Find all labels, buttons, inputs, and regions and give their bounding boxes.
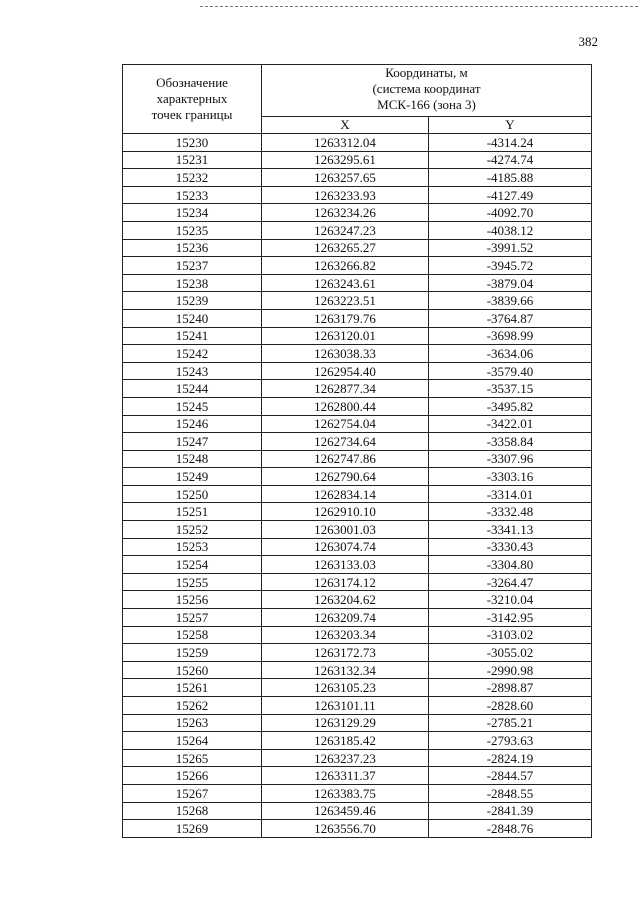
cell-point-id: 15233 — [123, 186, 262, 204]
cell-point-id: 15248 — [123, 450, 262, 468]
cell-x: 1263383.75 — [262, 784, 429, 802]
table-row — [123, 169, 592, 187]
table-row — [123, 134, 592, 152]
cell-point-id: 15264 — [123, 732, 262, 750]
cell-x: 1262877.34 — [262, 380, 429, 398]
cell-y: -3341.13 — [429, 521, 592, 539]
cell-y: -2824.19 — [429, 749, 592, 767]
cell-y: -3879.04 — [429, 274, 592, 292]
table-row — [123, 239, 592, 257]
cell-point-id: 15231 — [123, 151, 262, 169]
cell-y: -2828.60 — [429, 697, 592, 715]
cell-y: -3307.96 — [429, 450, 592, 468]
cell-y: -2785.21 — [429, 714, 592, 732]
cell-x: 1263172.73 — [262, 644, 429, 662]
cell-point-id: 15249 — [123, 468, 262, 486]
cell-x: 1263223.51 — [262, 292, 429, 310]
cell-y: -3839.66 — [429, 292, 592, 310]
cell-y: -2793.63 — [429, 732, 592, 750]
cell-x: 1263209.74 — [262, 609, 429, 627]
cell-y: -3332.48 — [429, 503, 592, 521]
header-y: Y — [429, 116, 592, 133]
cell-point-id: 15247 — [123, 433, 262, 451]
cell-point-id: 15242 — [123, 345, 262, 363]
cell-y: -3264.47 — [429, 573, 592, 591]
cell-point-id: 15241 — [123, 327, 262, 345]
table-row — [123, 820, 592, 838]
table-row — [123, 802, 592, 820]
table-row — [123, 732, 592, 750]
table-row — [123, 257, 592, 275]
table-row — [123, 327, 592, 345]
cell-x: 1263247.23 — [262, 221, 429, 239]
cell-x: 1263459.46 — [262, 802, 429, 820]
table-row — [123, 468, 592, 486]
header-x: X — [262, 116, 429, 133]
cell-point-id: 15239 — [123, 292, 262, 310]
table-row — [123, 397, 592, 415]
cell-point-id: 15262 — [123, 697, 262, 715]
cell-x: 1263234.26 — [262, 204, 429, 222]
table-row — [123, 784, 592, 802]
cell-x: 1263185.42 — [262, 732, 429, 750]
cell-point-id: 15261 — [123, 679, 262, 697]
cell-point-id: 15250 — [123, 485, 262, 503]
cell-x: 1263101.11 — [262, 697, 429, 715]
cell-y: -2844.57 — [429, 767, 592, 785]
cell-point-id: 15251 — [123, 503, 262, 521]
cell-y: -3495.82 — [429, 397, 592, 415]
cell-point-id: 15244 — [123, 380, 262, 398]
cell-point-id: 15265 — [123, 749, 262, 767]
cell-y: -4314.24 — [429, 134, 592, 152]
cell-y: -3314.01 — [429, 485, 592, 503]
header-designation — [123, 65, 262, 134]
top-dashed-rule — [200, 6, 638, 7]
cell-x: 1262910.10 — [262, 503, 429, 521]
cell-point-id: 15236 — [123, 239, 262, 257]
cell-y: -3579.40 — [429, 362, 592, 380]
table-row — [123, 345, 592, 363]
cell-point-id: 15258 — [123, 626, 262, 644]
table-row — [123, 503, 592, 521]
cell-y: -3422.01 — [429, 415, 592, 433]
table-row — [123, 626, 592, 644]
cell-point-id: 15243 — [123, 362, 262, 380]
cell-y: -4038.12 — [429, 221, 592, 239]
cell-x: 1262954.40 — [262, 362, 429, 380]
header-coordinates-line: (система координат — [372, 81, 481, 96]
cell-y: -4127.49 — [429, 186, 592, 204]
cell-x: 1263295.61 — [262, 151, 429, 169]
table-row — [123, 186, 592, 204]
cell-x: 1263243.61 — [262, 274, 429, 292]
cell-y: -2841.39 — [429, 802, 592, 820]
cell-y: -3358.84 — [429, 433, 592, 451]
cell-y: -3764.87 — [429, 309, 592, 327]
cell-x: 1263074.74 — [262, 538, 429, 556]
cell-point-id: 15269 — [123, 820, 262, 838]
cell-x: 1263204.62 — [262, 591, 429, 609]
cell-x: 1263129.29 — [262, 714, 429, 732]
cell-x: 1262800.44 — [262, 397, 429, 415]
table-row — [123, 450, 592, 468]
table-row — [123, 767, 592, 785]
cell-point-id: 15245 — [123, 397, 262, 415]
table-row — [123, 714, 592, 732]
cell-point-id: 15257 — [123, 609, 262, 627]
cell-x: 1263257.65 — [262, 169, 429, 187]
cell-x: 1262734.64 — [262, 433, 429, 451]
cell-y: -2898.87 — [429, 679, 592, 697]
cell-point-id: 15254 — [123, 556, 262, 574]
table-row — [123, 204, 592, 222]
cell-x: 1263132.34 — [262, 661, 429, 679]
table-row — [123, 292, 592, 310]
cell-y: -2848.55 — [429, 784, 592, 802]
cell-y: -3330.43 — [429, 538, 592, 556]
table-row — [123, 609, 592, 627]
cell-y: -3210.04 — [429, 591, 592, 609]
cell-y: -4185.88 — [429, 169, 592, 187]
cell-point-id: 15252 — [123, 521, 262, 539]
table-row — [123, 521, 592, 539]
cell-y: -3991.52 — [429, 239, 592, 257]
cell-x: 1263038.33 — [262, 345, 429, 363]
table-row — [123, 573, 592, 591]
cell-point-id: 15253 — [123, 538, 262, 556]
cell-y: -3142.95 — [429, 609, 592, 627]
cell-x: 1263105.23 — [262, 679, 429, 697]
page-number: 382 — [578, 34, 598, 49]
cell-x: 1262790.64 — [262, 468, 429, 486]
table-row — [123, 538, 592, 556]
cell-x: 1263312.04 — [262, 134, 429, 152]
cell-point-id: 15240 — [123, 309, 262, 327]
table-row — [123, 591, 592, 609]
cell-point-id: 15230 — [123, 134, 262, 152]
table-row — [123, 433, 592, 451]
cell-y: -3634.06 — [429, 345, 592, 363]
cell-x: 1263233.93 — [262, 186, 429, 204]
table-row — [123, 380, 592, 398]
cell-y: -4092.70 — [429, 204, 592, 222]
cell-x: 1263203.34 — [262, 626, 429, 644]
table-row — [123, 221, 592, 239]
table-row — [123, 679, 592, 697]
table-body — [123, 134, 592, 838]
cell-point-id: 15234 — [123, 204, 262, 222]
cell-y: -4274.74 — [429, 151, 592, 169]
cell-x: 1263556.70 — [262, 820, 429, 838]
cell-x: 1263311.37 — [262, 767, 429, 785]
coordinates-table — [122, 64, 592, 838]
header-designation-line: Обозначение — [156, 75, 228, 90]
cell-point-id: 15238 — [123, 274, 262, 292]
cell-y: -2990.98 — [429, 661, 592, 679]
table-row — [123, 749, 592, 767]
table-row — [123, 151, 592, 169]
cell-x: 1263120.01 — [262, 327, 429, 345]
header-coordinates-line: МСК-166 (зона 3) — [377, 97, 476, 112]
cell-x: 1263237.23 — [262, 749, 429, 767]
cell-y: -3055.02 — [429, 644, 592, 662]
cell-point-id: 15256 — [123, 591, 262, 609]
cell-x: 1262747.86 — [262, 450, 429, 468]
table-row — [123, 274, 592, 292]
cell-y: -3303.16 — [429, 468, 592, 486]
table-row — [123, 644, 592, 662]
cell-y: -3698.99 — [429, 327, 592, 345]
cell-point-id: 15266 — [123, 767, 262, 785]
header-designation-line: характерных — [156, 91, 228, 106]
cell-x: 1263265.27 — [262, 239, 429, 257]
table-row — [123, 415, 592, 433]
cell-point-id: 15263 — [123, 714, 262, 732]
cell-point-id: 15235 — [123, 221, 262, 239]
cell-x: 1262754.04 — [262, 415, 429, 433]
cell-y: -3304.80 — [429, 556, 592, 574]
cell-point-id: 15260 — [123, 661, 262, 679]
table-row — [123, 362, 592, 380]
cell-point-id: 15237 — [123, 257, 262, 275]
header-designation-line: точек границы — [151, 107, 233, 122]
cell-point-id: 15268 — [123, 802, 262, 820]
header-coordinates — [262, 65, 592, 117]
cell-point-id: 15246 — [123, 415, 262, 433]
cell-point-id: 15259 — [123, 644, 262, 662]
cell-point-id: 15232 — [123, 169, 262, 187]
header-coordinates-line: Координаты, м — [385, 65, 468, 80]
table-row — [123, 309, 592, 327]
table-row — [123, 661, 592, 679]
table-row — [123, 697, 592, 715]
cell-x: 1263179.76 — [262, 309, 429, 327]
cell-x: 1262834.14 — [262, 485, 429, 503]
cell-x: 1263174.12 — [262, 573, 429, 591]
cell-y: -3537.15 — [429, 380, 592, 398]
cell-x: 1263001.03 — [262, 521, 429, 539]
cell-point-id: 15255 — [123, 573, 262, 591]
cell-y: -3945.72 — [429, 257, 592, 275]
table-row — [123, 485, 592, 503]
cell-x: 1263133.03 — [262, 556, 429, 574]
cell-y: -2848.76 — [429, 820, 592, 838]
cell-point-id: 15267 — [123, 784, 262, 802]
cell-y: -3103.02 — [429, 626, 592, 644]
cell-x: 1263266.82 — [262, 257, 429, 275]
table-row — [123, 556, 592, 574]
